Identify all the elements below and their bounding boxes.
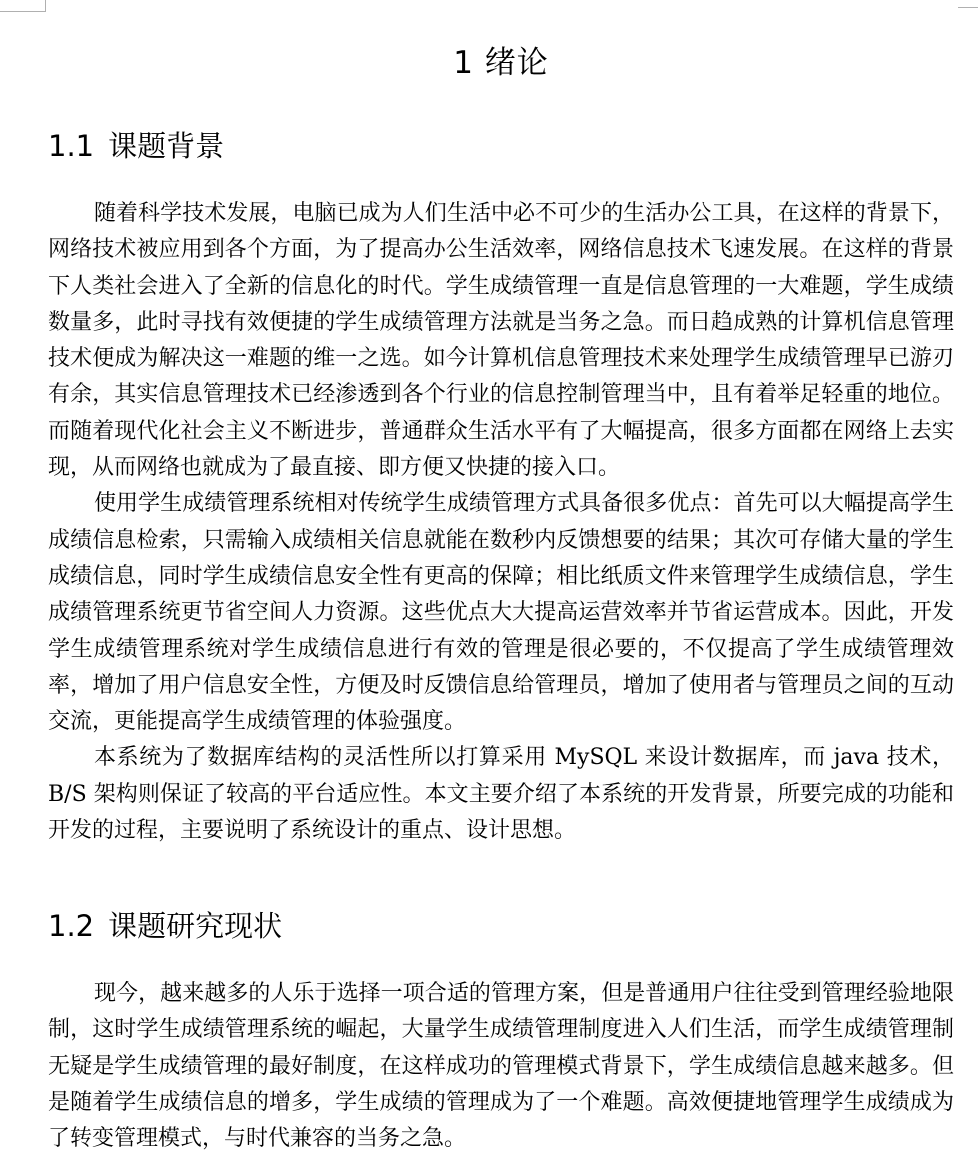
chapter-title [48, 40, 954, 86]
section-body-1-1 [48, 196, 954, 849]
paragraph: 使用学生成绩管理系统相对传统学生成绩管理方式具备很多优点：首先可以大幅提高学生成绩信息检索，只需输入成绩相关信息就能在数秒内反馈想要的结果；其次可存储大量的学生成绩信息，同时学生成绩信息安全性有更高的保障；相比纸质文件来管理学生成绩信息，学生成绩管理系统更节省空间人力资源。这些优点大大提高运营效率并节省运营成本。因此，开发学生成绩管理系统对学生成绩信息进行有效的管理是很必要的，不仅提高了学生成绩管理效率，增加了用户信息安全性，方便及时反馈信息给管理员，增加了使用者与管理员之间的互动交流，更能提高学生成绩管理的体验强度。 [48, 491, 954, 735]
crop-mark-top-left [0, 0, 46, 12]
chapter-number: 1 [453, 45, 474, 81]
section-heading-1-1 [48, 126, 224, 166]
section-title-text: 课题背景 [108, 129, 225, 163]
section-number: 1.1 [48, 129, 95, 163]
chapter-title-text: 绪论 [484, 45, 549, 81]
paragraph: 现今，越来越多的人乐于选择一项合适的管理方案，但是普通用户往往受到管理经验地限制，这时学生成绩管理系统的崛起，大量学生成绩管理制度进入人们生活，而学生成绩管理制无疑是学生成绩管理的最好制度，在这样成功的管理模式背景下，学生成绩信息越来越多。但是随着学生成绩信息的增多，学生成绩的管理成为了一个难题。高效便捷地管理学生成绩成为了转变管理模式，与时代兼容的当务之急。 [48, 981, 954, 1152]
section-body-1-2 [48, 976, 954, 1157]
section-number: 1.2 [48, 909, 95, 943]
paragraph: 本系统为了数据库结构的灵活性所以打算采用 MySQL 来设计数据库，而 java 技术，B/S 架构则保证了较高的平台适应性。本文主要介绍了本系统的开发背景，所要完成的功能和开发的过程，主要说明了系统设计的重点、设计思想。 [48, 745, 954, 844]
section-title-text: 课题研究现状 [108, 909, 283, 943]
paragraph: 随着科学技术发展，电脑已成为人们生活中必不可少的生活办公工具，在这样的背景下，网络技术被应用到各个方面，为了提高办公生活效率，网络信息技术飞速发展。在这样的背景下人类社会进入了全新的信息化的时代。学生成绩管理一直是信息管理的一大难题，学生成绩数量多，此时寻找有效便捷的学生成绩管理方法就是当务之急。而日趋成熟的计算机信息管理技术便成为解决这一难题的维一之选。如今计算机信息管理技术来处理学生成绩管理早已游刃有余，其实信息管理技术已经渗透到各个行业的信息控制管理当中，且有着举足轻重的地位。而随着现代化社会主义不断进步，普通群众生活水平有了大幅提高，很多方面都在网络上去实现，从而网络也就成为了最直接、即方便又快捷的接入口。 [48, 201, 954, 481]
crop-mark-top-right [958, 0, 978, 8]
section-heading-1-2 [48, 906, 282, 946]
